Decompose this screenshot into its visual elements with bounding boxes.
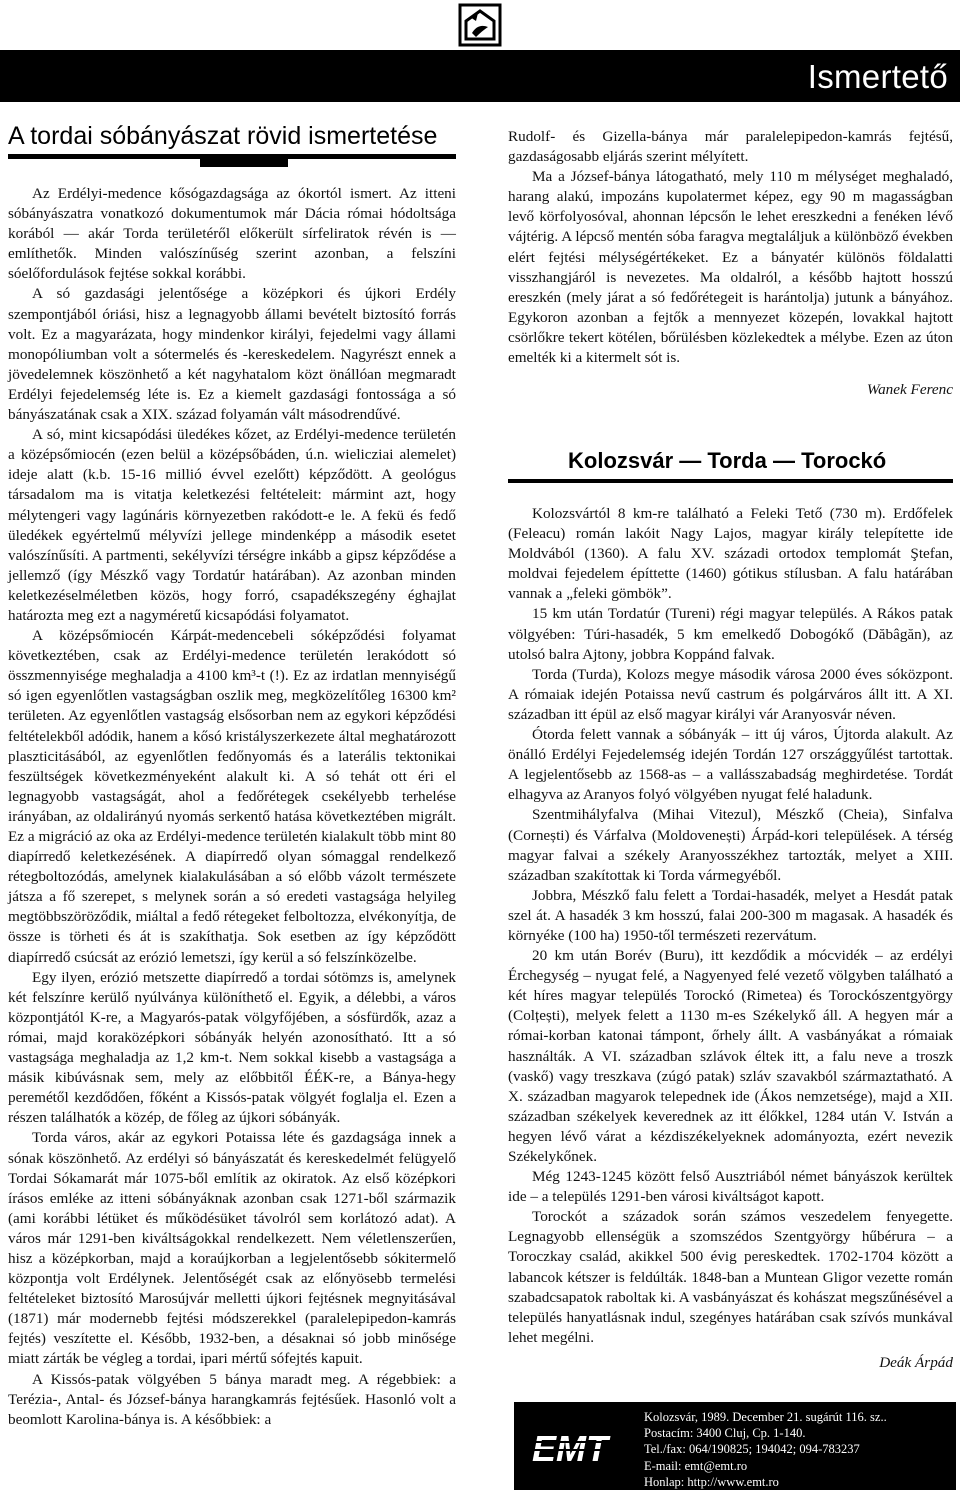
paragraph: A Kissós-patak völgyében 5 bánya maradt meg. A régebbiek: a Terézia-, Antal- és József-bánya harangkamrás fejtésűek. Hasonló volt a beomlott Karolina-bánya is. A későbbiek: a <box>8 1370 456 1428</box>
footer-website-link[interactable]: Honlap: http://www.emt.ro <box>644 1474 779 1489</box>
paragraph: Egy ilyen, erózió metszette diapírredő a tordai sótömzs is, amelynek két felszínre kerülő nyúlványa különíthető el. Egyik, a délebbi, a város központjától K-re, a Magyarós-patak völgyfőjében, a sósfürdők, azaz a római, majd koraközépkori sóbányák helyén azonosítható. Itt a só vastagsága meghaladja az 1,2 km-t. Nem sokkal kisebb a vastagsága a másik kibúvásnak sem, mely az előbbitől ÉÉK-re, a Bánya-hegy peremétől kezdődően, főként a Kissós-patak völgyét foglalja el. Ezen a részen találhatók a közép, de főleg az újkori sóbányák. <box>8 968 456 1127</box>
right-continuation-body <box>508 127 953 368</box>
emt-logo-text: EMT <box>532 1428 608 1468</box>
footer-postal: Postacím: 3400 Cluj, Cp. 1-140. <box>644 1426 806 1441</box>
paragraph: Ma a József-bánya látogatható, mely 110 m mélységet meghaladó, harang alakú, impozáns kupolatermet képez, egy 90 m magasságban levő körfolyosóval, ahonnan lépcsőn le lehet ereszkedni a fenéken lévő vájtérig. A lépcső mentén sóba faragva megtaláljuk a különböző években elért fejtési mélységértékeket. Ez a bányatér különös földalatti visszhangjáról is nevezetes. Ma oldalról, a később hajtott hosszú ereszkén (mely járat a só fedőrétegeit is harántolja) jutunk a bányához. Egykoron azonban a fejtők a mennyezet közepén, lovakkal hajtott csörlőkre tekert kötélen, bőrülésben közlekedtek a mélybe. Ezen az úton emelték ki a kitermelt sót is. <box>508 168 953 367</box>
paragraph: A középsőmiocén Kárpát-medencebeli sóképződési folyamat következtében, csak az Erdélyi-medence területén lerakódott só összmennyisége meghaladja a 4100 km³-t (!). Ez az irdatlan mennyiségű só igen egyenlőtlen vastagságban oszlik meg, megközelítőleg 16300 km² területen. Az egyenlőtlen vastagság elsősorban nem az egykori képződési feltételekből adódik, hanem a kősó kristályszerkezete által meghatározott plaszticitásából, az egyenlőtlen fedőnyomás és a laterális tektonikai feszültségek következményeként alakult ki. A só tehát ott éri el legnagyobb vastagságát, ahol a fedőrétegek csekélyebb terhelése irányában, az oldalirányú nyomás serkentő hatása következtében migrált. Ez a migráció az oka az Erdélyi-medence területén kialakult több mint 80 diapírredő keletkezésének. A diapírredő olyan sómaggal rendelkező rétegboltozódás, amelynek kialakulásában a só előbb vázolt természete játsza a fő szerepet, s melynek során a só eredeti vastagsága helyileg megtöbbszöröződik, miáltal a fedő rétegeket felboltozza, elvékonyítja, de össze is törheti és át is szakíthatja. Sok esetben az így képződött diapírredő csúcsát az erózió lemetszi, így kerül a só felszínközelbe. <box>8 627 456 966</box>
footer-email-link[interactable]: E-mail: emt@emt.ro <box>644 1458 748 1473</box>
paragraph: Még 1243-1245 között felső Ausztriából német bányászok kerültek ide – a település 1291-ben városi kiváltságot kapott. <box>508 1168 953 1206</box>
mine-emblem-logo-icon <box>458 3 502 47</box>
left-article-title: A tordai sóbányászat rövid ismertetése <box>8 122 438 150</box>
right-article-title: Kolozsvár — Torda — Torockó <box>568 448 887 473</box>
paragraph: A só, mint kicsapódási üledékes kőzet, az Erdélyi-medence területén a középsőmiocén (ezen belül a középsőbáden, ú.n. wielicziai alemelet) ideje alatt (k.b. 15-16 millió évvel ezelőtt) képződött. A geológus társadalom ma is vitatja keletkezési feltételeit: mármint azt, hogy mélytengeri vagy lagúnáris környezetben rakódott-e le. A fekü és fedő üledékek egyértelmű mélyvízi jellege mindenképp a második esetet valószínűsíti. A partmenti, sekélyvízi térségre inkább a gipsz képződése a jellemző (így Mészkő vagy Tordatúr határában). Az azonban minden keletkezéselméletben közös, hogy forró, csapadékszegény éghajlat határozta meg ezt a nagyméretű kicsapódási folyamatot. <box>8 426 456 624</box>
paragraph: Jobbra, Mészkő falu felett a Tordai-hasadék, melyet a Hesdát patak szel át. A hasadék 3 km hosszú, falai 200-300 m magasak. A hasadék és környéke (100 ha) 1950-től természeti rezervátum. <box>508 886 953 944</box>
right-article-body <box>508 504 953 1348</box>
paragraph: Rudolf- és Gizella-bánya már paralelepipedon-kamrás fejtésű, gazdaságosabb eljárás szerint mélyített. <box>508 128 953 166</box>
paragraph: Torda város, akár az egykori Potaissa léte és gazdagsága innek a sónak köszönhető. Az erdélyi só bányászatát és kereskedelmét felügyelő Tordai Sókamarát már 1075-ből említik az okiratok. Az első középkori írásos emléke az itteni sóbányáknak azonban csak 1271-ből származik (ami korábbi létüket és működésüket távolról sem korlátozó adat). A város már 1291-ben kiváltságokkal rendelkezett. Nem véletlenszerűen, hisz a középkorban, majd a koraújkorban a legjelentősebb sókitermelő központja volt Erdélynek. Jelentőségét csak az előnyösebb termelési feltételeket biztosító Marosújvár melletti újkori fejtésnek megnyitásával (1871) már modernebb fejtési módszerekkel (paralelepipedon-kamrás fejtés) veszítette el. Később, 1932-ben, a désaknai só jobb minősége miatt zárták be végleg a tordai, ipari mértű sófejtés kapuit. <box>8 1129 456 1368</box>
paragraph: A só gazdasági jelentősége a középkori és újkori Erdély szempontjából óriási, hisz a legnagyobb állami bevételt biztosító forrás volt. Ez a magyarázata, hogy mindenkor királyi, fejedelmi vagy állami monopóliumban volt a sótermelés és -kereskedelem. Nagyrészt ennek a jövedelemnek köszönhető a két nagyhatalom közt önállóan megmaradt Erdélyi fejedelemség léte is. Ez a kiemelt gazdasági fontossága a só bányászatának csak a XIX. század folyamán vált másodrendűvé. <box>8 285 456 424</box>
paragraph: Ótorda felett vannak a sóbányák – itt új város, Újtorda alakult. Az önálló Erdélyi Fejedelemség idején Tordán 127 országgyűlést tartottak. A legjelentősebb az 1568-as – a vallásszabadság meghirdetése. Tordát elhagyva az Aranyos folyó völgyében nyugat felé haladunk. <box>508 726 953 804</box>
left-article-body <box>8 184 456 1430</box>
emt-logo-icon <box>522 1428 618 1468</box>
paragraph: Torda (Turda), Kolozs megye második városa 2000 éves sóközpont. A rómaiak idején Potaissa nevű castrum és polgárváros állt itt. A XI. században itt épül az első magyar királyi vár Aranyosvár néven. <box>508 665 953 723</box>
paragraph: 20 km után Borév (Buru), itt kezdődik a mócvidék – az erdélyi Érchegység – nyugat felé, a Nagyenyed felé vezető völgyben található a két híres magyar település Torockó (Rimetea) és Torockószentgyörgy (Colțești), melyek felett a 1130 m-es Székelykő áll. A hegyen már a római-korban katonai támpont, őrhely állt. A vasbányákat a rómaiak használták. A VI. században szlávok éltek itt, a falu neve a troszk (vaskő) vagy treszkava (zúgó patak) szláv szavakból származtatható. A X. században magyarok telepednek ide (Ákos nemzetsége), majd a XII. században székelyek keverednek az itt élőkkel, 1284 után V. István a hegyen lévő várat a kézdiszékelyeknek adományozta, ezért nevezik Székelykőnek. <box>508 947 953 1165</box>
footer-phone: Tel./fax: 064/190825; 194042; 094-783237 <box>644 1442 860 1457</box>
footer-address: Kolozsvár, 1989. December 21. sugárút 116. sz.. <box>644 1410 887 1424</box>
footer-contact-lines <box>644 1409 887 1490</box>
signature-author-1: Wanek Ferenc <box>866 381 953 398</box>
paragraph: Az Erdélyi-medence kősógazdagsága az ókortól ismert. Az itteni sóbányászatra vonatkozó dokumentumok már Dácia római hódoltsága korából — akár Torda területéről előkerült sírfeliratok révén is — említhetők. Minden valószínűség szerint azonban, a felszíni sóelőfordulások fejtése sokkal korábbi. <box>8 185 456 283</box>
banner-title: Ismertető <box>807 58 948 95</box>
left-title-rule-tab <box>200 154 288 167</box>
paragraph: 15 km után Tordatúr (Tureni) régi magyar település. A Rákos patak völgyében: Túri-hasadék, 5 km emelkedő Dobogókő (Dăbâgăn), az utolsó balra Ajtony, jobbra Koppánd falvak. <box>508 605 953 663</box>
right-title-rule <box>508 479 953 483</box>
paragraph: Torockót a századok során számos veszedelem fenyegette. Legnagyobb ellenségük a szomszédos Szentgyörgy hűbérura – a Toroczkay család, akikkel 500 évig pereskedtek. 1702-1704 között a labancok kétszer is feldúlták. 1848-ban a Muntean Gligor vezette román szabadcsapatok raboltak ki. A vasbányászat és kohászat megszűnésével a település hanyatlásnak indul, szegényes határában csak szívós munkával lehet megélni. <box>508 1208 953 1346</box>
paragraph: Kolozsvártól 8 km-re található a Feleki Tető (730 m). Erdőfelek (Feleacu) román lakóit Nagy Lajos, magyar király telepítette ide Moldvából (1360). A falu XV. századi ortodox templomát Ştefan, moldvai fejedelem építtette (1460) gótikus stílusban. A falu határában vannak a „feleki gömbök”. <box>508 505 953 603</box>
signature-author-2: Deák Árpád <box>879 1354 953 1371</box>
paragraph: Szentmihályfalva (Mihai Vitezul), Mészkő (Cheia), Sinfalva (Cornești) és Várfalva (Moldovenești) Árpád-kori települések. A térség magyar falvai a székely Aranyosszékhez tartozták, melyet a XIII. században szakítottak ki Torda vármegyéből. <box>508 806 953 884</box>
